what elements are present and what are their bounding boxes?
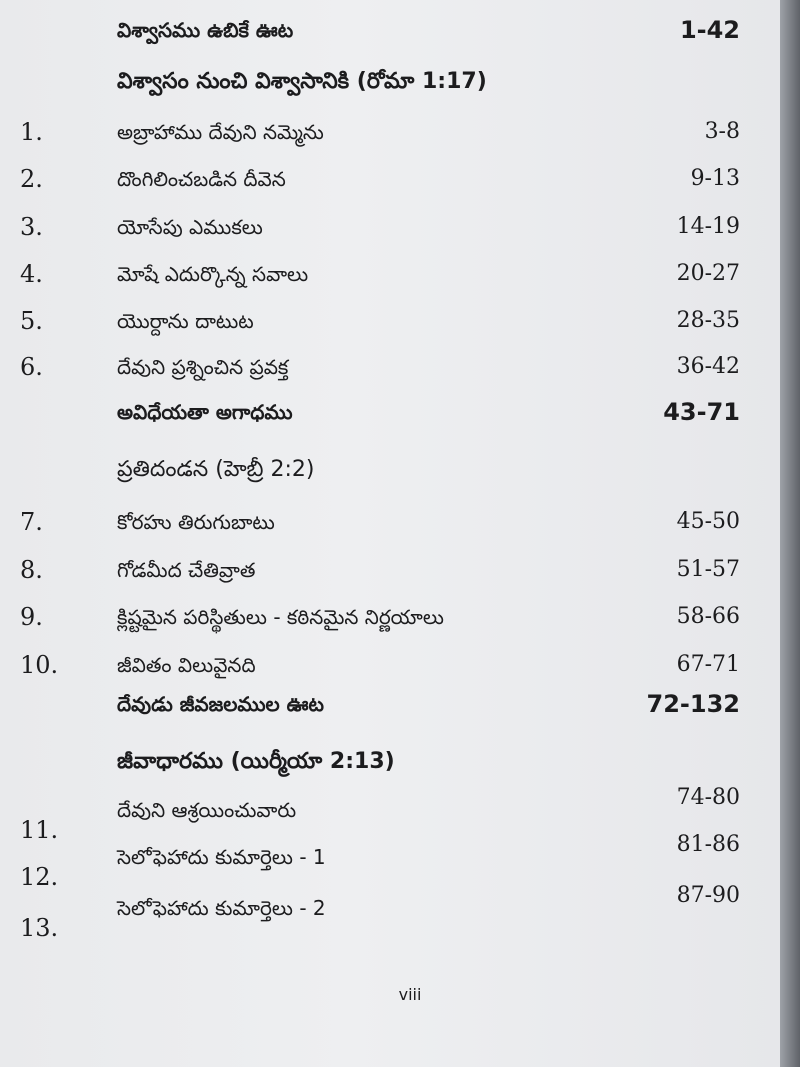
- entry-title: సెలోఫెహాదు కుమార్తెలు - 1: [117, 845, 326, 869]
- toc-entry: [0, 254, 780, 294]
- entry-title: యొర్దాను దాటుట: [117, 309, 254, 333]
- entry-pages: 36-42: [676, 354, 740, 379]
- section-title: విశ్వాసము ఉబికే ఊట: [117, 18, 294, 42]
- entry-pages: 81-86: [676, 832, 740, 857]
- toc-entry: [0, 112, 780, 152]
- section-subtitle: విశ్వాసం నుంచి విశ్వాసానికి (రోమా 1:17): [117, 69, 487, 94]
- section-subtitle: జీవాధారము (యిర్మీయా 2:13): [117, 749, 395, 774]
- entry-number: 7.: [20, 508, 43, 536]
- entry-number: 3.: [20, 213, 43, 241]
- entry-title: దేవుని ప్రశ్నించిన ప్రవక్త: [117, 355, 289, 379]
- entry-number: 5.: [20, 307, 43, 335]
- entry-pages: 14-19: [676, 214, 740, 239]
- section-subtitle-row: [0, 62, 780, 102]
- entry-number: 12.: [20, 863, 59, 891]
- section-subtitle: ప్రతిదండన (హెబ్రీ 2:2): [117, 457, 315, 482]
- toc-entry: [0, 645, 780, 685]
- section-heading: [0, 392, 780, 432]
- toc-entry: [0, 347, 780, 387]
- entry-number: 1.: [20, 118, 43, 146]
- entry-pages: 9-13: [690, 166, 740, 191]
- section-subtitle-row: [0, 742, 780, 782]
- entry-pages: 3-8: [704, 119, 740, 144]
- entry-pages: 20-27: [676, 261, 740, 286]
- toc-entry: [0, 832, 780, 891]
- entry-pages: 87-90: [676, 883, 740, 908]
- entry-number: 4.: [20, 260, 43, 288]
- toc-entry: [0, 159, 780, 199]
- entry-title: క్లిష్టమైన పరిస్థితులు - కఠినమైన నిర్ణయాలు: [117, 605, 444, 629]
- section-pages: 72-132: [646, 690, 740, 718]
- entry-number: 2.: [20, 165, 43, 193]
- entry-title: కోరహు తిరుగుబాటు: [117, 510, 275, 534]
- page-edge: [780, 0, 800, 1067]
- entry-title: దొంగిలించబడిన దీవెన: [117, 167, 286, 191]
- entry-pages: 58-66: [676, 604, 740, 629]
- entry-number: 10.: [20, 651, 59, 679]
- entry-title: యోసేపు ఎముకలు: [117, 215, 263, 239]
- entry-number: 6.: [20, 353, 43, 381]
- section-title: అవిధేయతా అగాధము: [117, 400, 293, 424]
- page-number: viii: [398, 985, 422, 1004]
- entry-title: సెలోఫెహాదు కుమార్తెలు - 2: [117, 896, 326, 920]
- entry-number: 11.: [20, 816, 59, 844]
- entry-number: 9.: [20, 603, 43, 631]
- toc-entry: [0, 207, 780, 247]
- entry-pages: 45-50: [676, 509, 740, 534]
- entry-pages: 67-71: [676, 652, 740, 677]
- toc-entry: [0, 883, 780, 942]
- entry-title: అబ్రాహాము దేవుని నమ్మెను: [117, 120, 324, 144]
- entry-pages: 28-35: [676, 308, 740, 333]
- entry-number: 13.: [20, 914, 59, 942]
- entry-pages: 74-80: [676, 785, 740, 810]
- section-title: దేవుడు జీవజలముల ఊట: [117, 692, 324, 716]
- toc-entry: [0, 785, 780, 844]
- section-pages: 43-71: [663, 398, 740, 426]
- entry-title: దేవుని ఆశ్రయించువారు: [117, 798, 297, 822]
- toc-entry: [0, 597, 780, 637]
- toc-entry: [0, 502, 780, 542]
- entry-title: జీవితం విలువైనది: [117, 653, 256, 677]
- toc-entry: [0, 301, 780, 341]
- entry-title: గోడమీద చేతివ్రాత: [117, 558, 256, 582]
- entry-pages: 51-57: [676, 557, 740, 582]
- entry-title: మోషే ఎదుర్కొన్న సవాలు: [117, 262, 309, 286]
- section-heading: [0, 10, 780, 50]
- entry-number: 8.: [20, 556, 43, 584]
- section-subtitle-row: [0, 450, 780, 490]
- toc-entry: [0, 550, 780, 590]
- section-heading: [0, 684, 780, 724]
- section-pages: 1-42: [679, 16, 740, 44]
